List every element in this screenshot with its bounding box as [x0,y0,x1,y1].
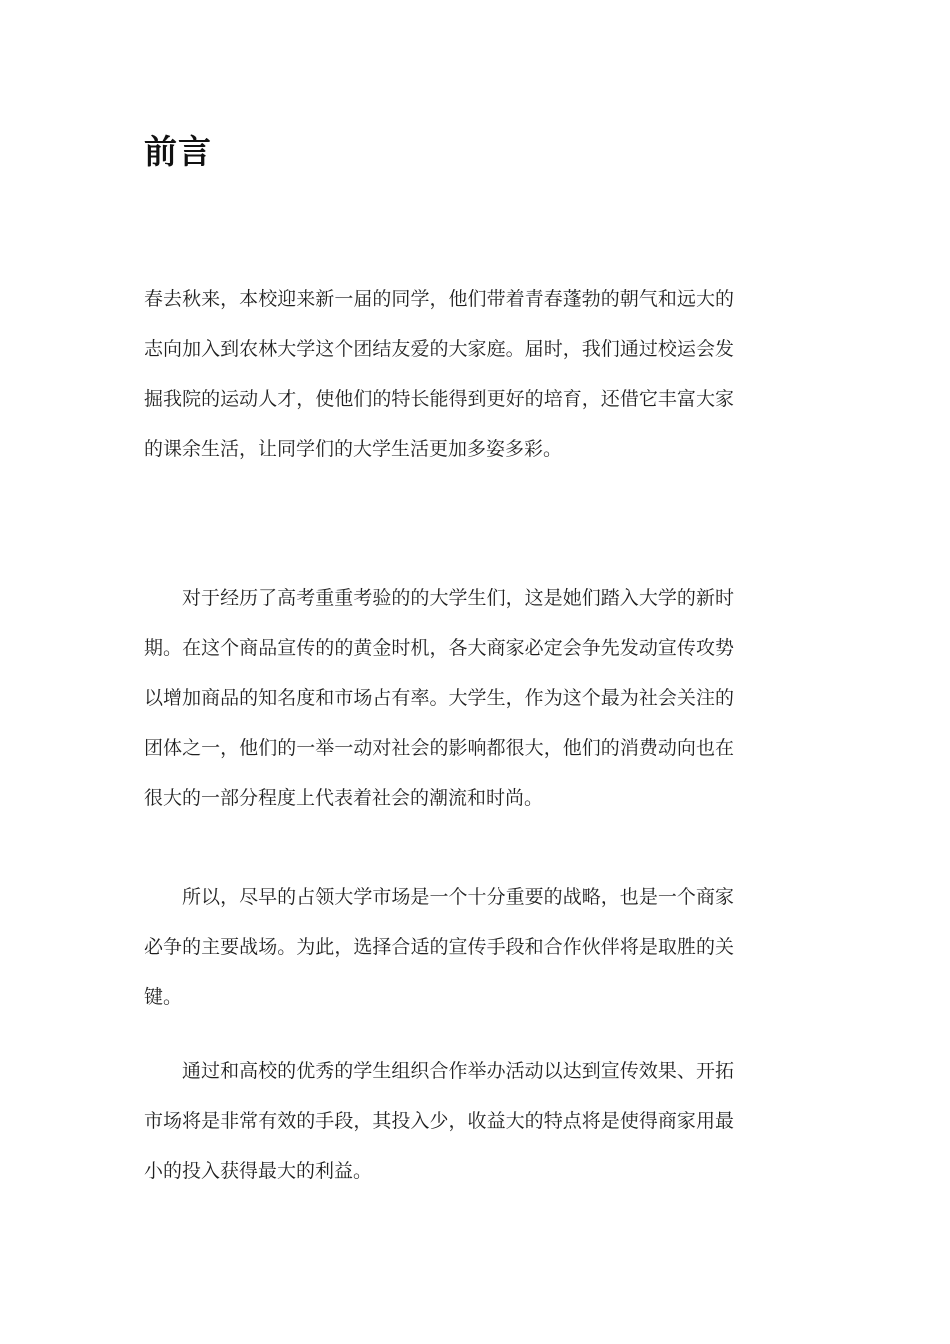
paragraph-intro: 春去秋来，本校迎来新一届的同学，他们带着青春蓬勃的朝气和远大的志向加入到农林大学这个团结友爱的大家庭。届时，我们通过校运会发掘我院的运动人才，使他们的特长能得到更好的培育，还借它丰富大家的课余生活，让同学们的大学生活更加多姿多彩。 [144,288,734,460]
page-title: 前言 [144,132,212,171]
paragraph-cooperation: 通过和高校的优秀的学生组织合作举办活动以达到宣传效果、开拓市场将是非常有效的手段，其投入少，收益大的特点将是使得商家用最小的投入获得最大的利益。 [144,1060,734,1182]
paragraph-college-students: 对于经历了高考重重考验的的大学生们，这是她们踏入大学的新时期。在这个商品宣传的的黄金时机，各大商家必定会争先发动宣传攻势以增加商品的知名度和市场占有率。大学生，作为这个最为社会关注的团体之一，他们的一举一动对社会的影响都很大，他们的消费动向也在很大的一部分程度上代表着社会的潮流和时尚。 [144,587,734,809]
paragraph-strategy: 所以，尽早的占领大学市场是一个十分重要的战略，也是一个商家必争的主要战场。为此，选择合适的宣传手段和合作伙伴将是取胜的关键。 [144,886,734,1008]
